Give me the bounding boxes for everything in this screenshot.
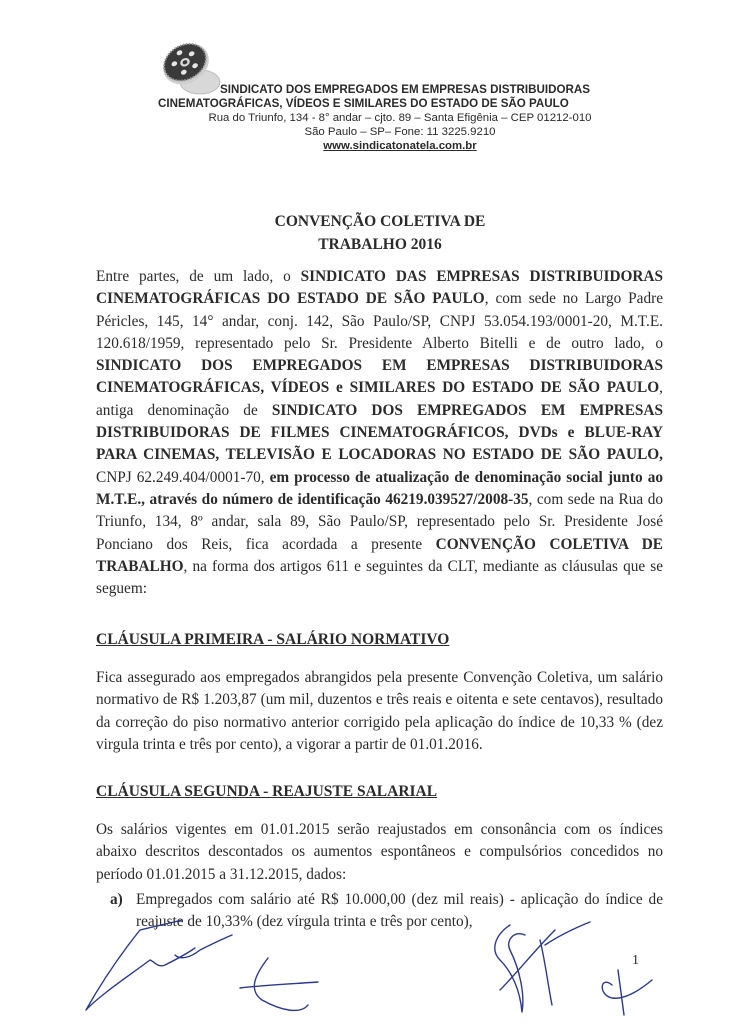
intro-bold: CONVENÇÃO COLETIVA DE TRABALHO [96,535,663,575]
intro-text: Entre partes, de um lado, o [96,268,301,285]
signature-right-icon [495,922,590,1012]
org-name-line1: SINDICATO DOS EMPREGADOS EM EMPRESAS DISTRIBUIDORAS [220,83,590,96]
film-reel-icon [158,36,228,98]
page-number: 1 [632,953,639,968]
intro-text: , na forma dos artigos 611 e seguintes da CLT, mediante as cláusulas que se seguem: [96,557,663,598]
org-website [180,140,620,152]
intro-text: CNPJ 62.249.404/0001-70, [96,468,270,486]
document-title-line2: TRABALHO 2016 [318,236,442,253]
intro-text: , antiga denominação de [96,379,663,419]
clause-1-title: CLÁUSULA PRIMEIRA - SALÁRIO NORMATIVO [96,631,450,648]
org-city-phone: São Paulo – SP– Fone: 11 3225.9210 [304,126,496,138]
document-title-line1: CONVENÇÃO COLETIVA DE [274,213,486,230]
intro-bold: SINDICATO DAS EMPRESAS DISTRIBUIDORAS CINEMATOGRÁFICAS DO ESTADO DE SÃO PAULO [96,268,663,308]
intro-paragraph [96,266,663,600]
intro-bold: em processo de atualização de denominação social junto ao M.T.E., através do número de identificação 46219.039527/2008-35 [96,468,663,508]
clause-2-text: Os salários vigentes em 01.01.2015 serão reajustados em consonância com os índices abaixo descritos descontados os aumentos espontâneos e compulsórios concedidos no período 01.01.2015 a 31.12.2015, dados: [96,821,663,883]
org-name-line2: CINEMATOGRÁFICAS, VÍDEOS E SIMILARES DO ESTADO DE SÃO PAULO [158,97,569,110]
signature-initial-page-icon [602,970,652,1015]
signature-initial-x-icon [240,958,318,1010]
intro-text: , com sede na Rua do Triunfo, 134, 8º andar, sala 89, São Paulo/SP, representado pelo Sr. Presidente José Ponciano dos Reis, fica acordada a presente [96,490,663,553]
intro-bold: SINDICATO DOS EMPREGADOS EM EMPRESAS DISTRIBUIDORAS DE FILMES CINEMATOGRÁFICOS, DVDs e BLUE-RAY PARA CINEMAS, TELEVISÃO E LOCADORAS NO ESTADO DE SÃO PAULO, [96,401,663,464]
intro-bold: SINDICATO DOS EMPREGADOS EM EMPRESAS DISTRIBUIDORAS CINEMATOGRÁFICAS, VÍDEOS e SIMILARES DO ESTADO DE SÃO PAULO [96,357,663,397]
intro-text: , com sede no Largo Padre Péricles, 145, 14° andar, conj. 142, São Paulo/SP, CNPJ 53.054.193/0001-20, M.T.E. 120.618/1959, representado pelo Sr. Presidente Alberto Bitelli e de outro lado, o [96,290,663,352]
item-text: Empregados com salário até R$ 10.000,00 (dez mil reais) - aplicação do índice de reajuste de 10,33% (dez vírgula trinta e três por cento), [136,891,663,931]
org-address: Rua do Triunfo, 134 - 8° andar – cjto. 89 – Santa Efigênia – CEP 01212-010 [208,112,592,124]
item-label: a) [110,891,123,908]
website-link[interactable]: www.sindicatonatela.com.br [323,140,477,152]
clause-2-title: CLÁUSULA SEGUNDA - REAJUSTE SALARIAL [96,783,438,800]
clause-1-text: Fica assegurado aos empregados abrangidos pela presente Convenção Coletiva, um salário normativo de R$ 1.203,87 (um mil, duzentos e três reais e oitenta e sete centavos), resultado da correção do piso normativo anterior corrigido pela aplicação do índice de 10,33 % (dez virgula trinta e três por cento), a vigorar a partir de 01.01.2016. [96,669,663,753]
